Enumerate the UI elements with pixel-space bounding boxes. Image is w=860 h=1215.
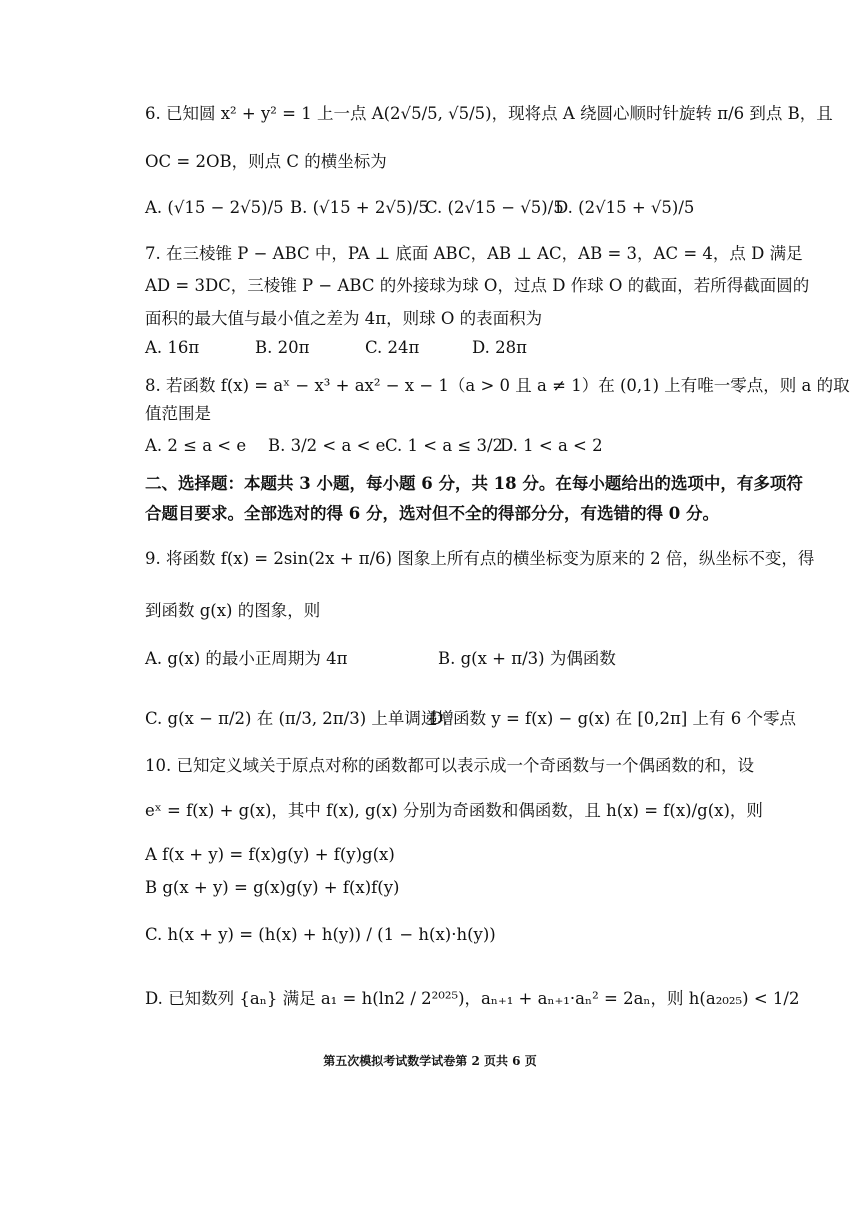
- q8-option-c: C. 1 < a ≤ 3/2: [385, 436, 504, 455]
- q7-stem-line3: 面积的最大值与最小值之差为 4π，则球 O 的表面积为: [145, 309, 543, 328]
- section2-heading-line1: 二、选择题：本题共 3 小题，每小题 6 分，共 18 分。在每小题给出的选项中，有多项符: [145, 474, 803, 493]
- q9-option-a: A. g(x) 的最小正周期为 4π: [145, 649, 348, 668]
- q9-option-c: C. g(x − π/2) 在 (π/3, 2π/3) 上单调递增: [145, 709, 454, 728]
- q8-option-d: D. 1 < a < 2: [500, 436, 603, 455]
- q8-option-b: B. 3/2 < a < e: [268, 436, 386, 455]
- q10-stem-line2: eˣ = f(x) + g(x)，其中 f(x), g(x) 分别为奇函数和偶函数，且 h(x) = f(x)/g(x)，则: [145, 801, 763, 820]
- q8-stem-line1: 8. 若函数 f(x) = aˣ − x³ + ax² − x − 1（a > 0 且 a ≠ 1）在 (0,1) 上有唯一零点，则 a 的取: [145, 376, 850, 395]
- q6-option-c: C. (2√15 − √5)/5: [425, 198, 564, 217]
- q10-option-c: C. h(x + y) = (h(x) + h(y)) / (1 − h(x)·h(y)): [145, 925, 496, 944]
- q9-stem-line2: 到函数 g(x) 的图象，则: [145, 601, 321, 620]
- q6-option-a: A. (√15 − 2√5)/5: [145, 198, 284, 217]
- q8-option-a: A. 2 ≤ a < e: [145, 436, 247, 455]
- q9-option-d: D. 函数 y = f(x) − g(x) 在 [0,2π] 上有 6 个零点: [430, 709, 797, 728]
- q7-option-a: A. 16π: [145, 338, 200, 357]
- q10-stem-line1: 10. 已知定义域关于原点对称的函数都可以表示成一个奇函数与一个偶函数的和，设: [145, 756, 754, 775]
- q7-option-b: B. 20π: [255, 338, 310, 357]
- q6-stem-line2: OC = 2OB，则点 C 的横坐标为: [145, 152, 387, 171]
- q10-option-d: D. 已知数列 {aₙ} 满足 a₁ = h(ln2 / 2²⁰²⁵)，aₙ₊₁ + aₙ₊₁·aₙ² = 2aₙ，则 h(a₂₀₂₅) < 1/2: [145, 989, 800, 1008]
- q6-option-b: B. (√15 + 2√5)/5: [290, 198, 429, 217]
- q7-option-c: C. 24π: [365, 338, 420, 357]
- q9-stem-line1: 9. 将函数 f(x) = 2sin(2x + π/6) 图象上所有点的横坐标变为原来的 2 倍，纵坐标不变，得: [145, 549, 815, 568]
- section2-heading-line2: 合题目要求。全部选对的得 6 分，选对但不全的得部分分，有选错的得 0 分。: [145, 504, 719, 523]
- q10-option-a: A f(x + y) = f(x)g(y) + f(y)g(x): [145, 845, 395, 864]
- q6-option-d: D. (2√15 + √5)/5: [555, 198, 695, 217]
- page-footer: 第五次模拟考试数学试卷第 2 页共 6 页: [323, 1054, 537, 1068]
- q8-stem-line2: 值范围是: [145, 404, 211, 423]
- q6-stem-line1: 6. 已知圆 x² + y² = 1 上一点 A(2√5/5, √5/5)，现将点 A 绕圆心顺时针旋转 π/6 到点 B，且: [145, 104, 833, 123]
- q7-stem-line2: AD = 3DC，三棱锥 P − ABC 的外接球为球 O，过点 D 作球 O 的截面，若所得截面圆的: [145, 276, 810, 295]
- q9-option-b: B. g(x + π/3) 为偶函数: [438, 649, 616, 668]
- q7-stem-line1: 7. 在三棱锥 P − ABC 中，PA ⊥ 底面 ABC，AB ⊥ AC，AB = 3，AC = 4，点 D 满足: [145, 244, 803, 263]
- q10-option-b: B g(x + y) = g(x)g(y) + f(x)f(y): [145, 878, 400, 897]
- q7-option-d: D. 28π: [472, 338, 527, 357]
